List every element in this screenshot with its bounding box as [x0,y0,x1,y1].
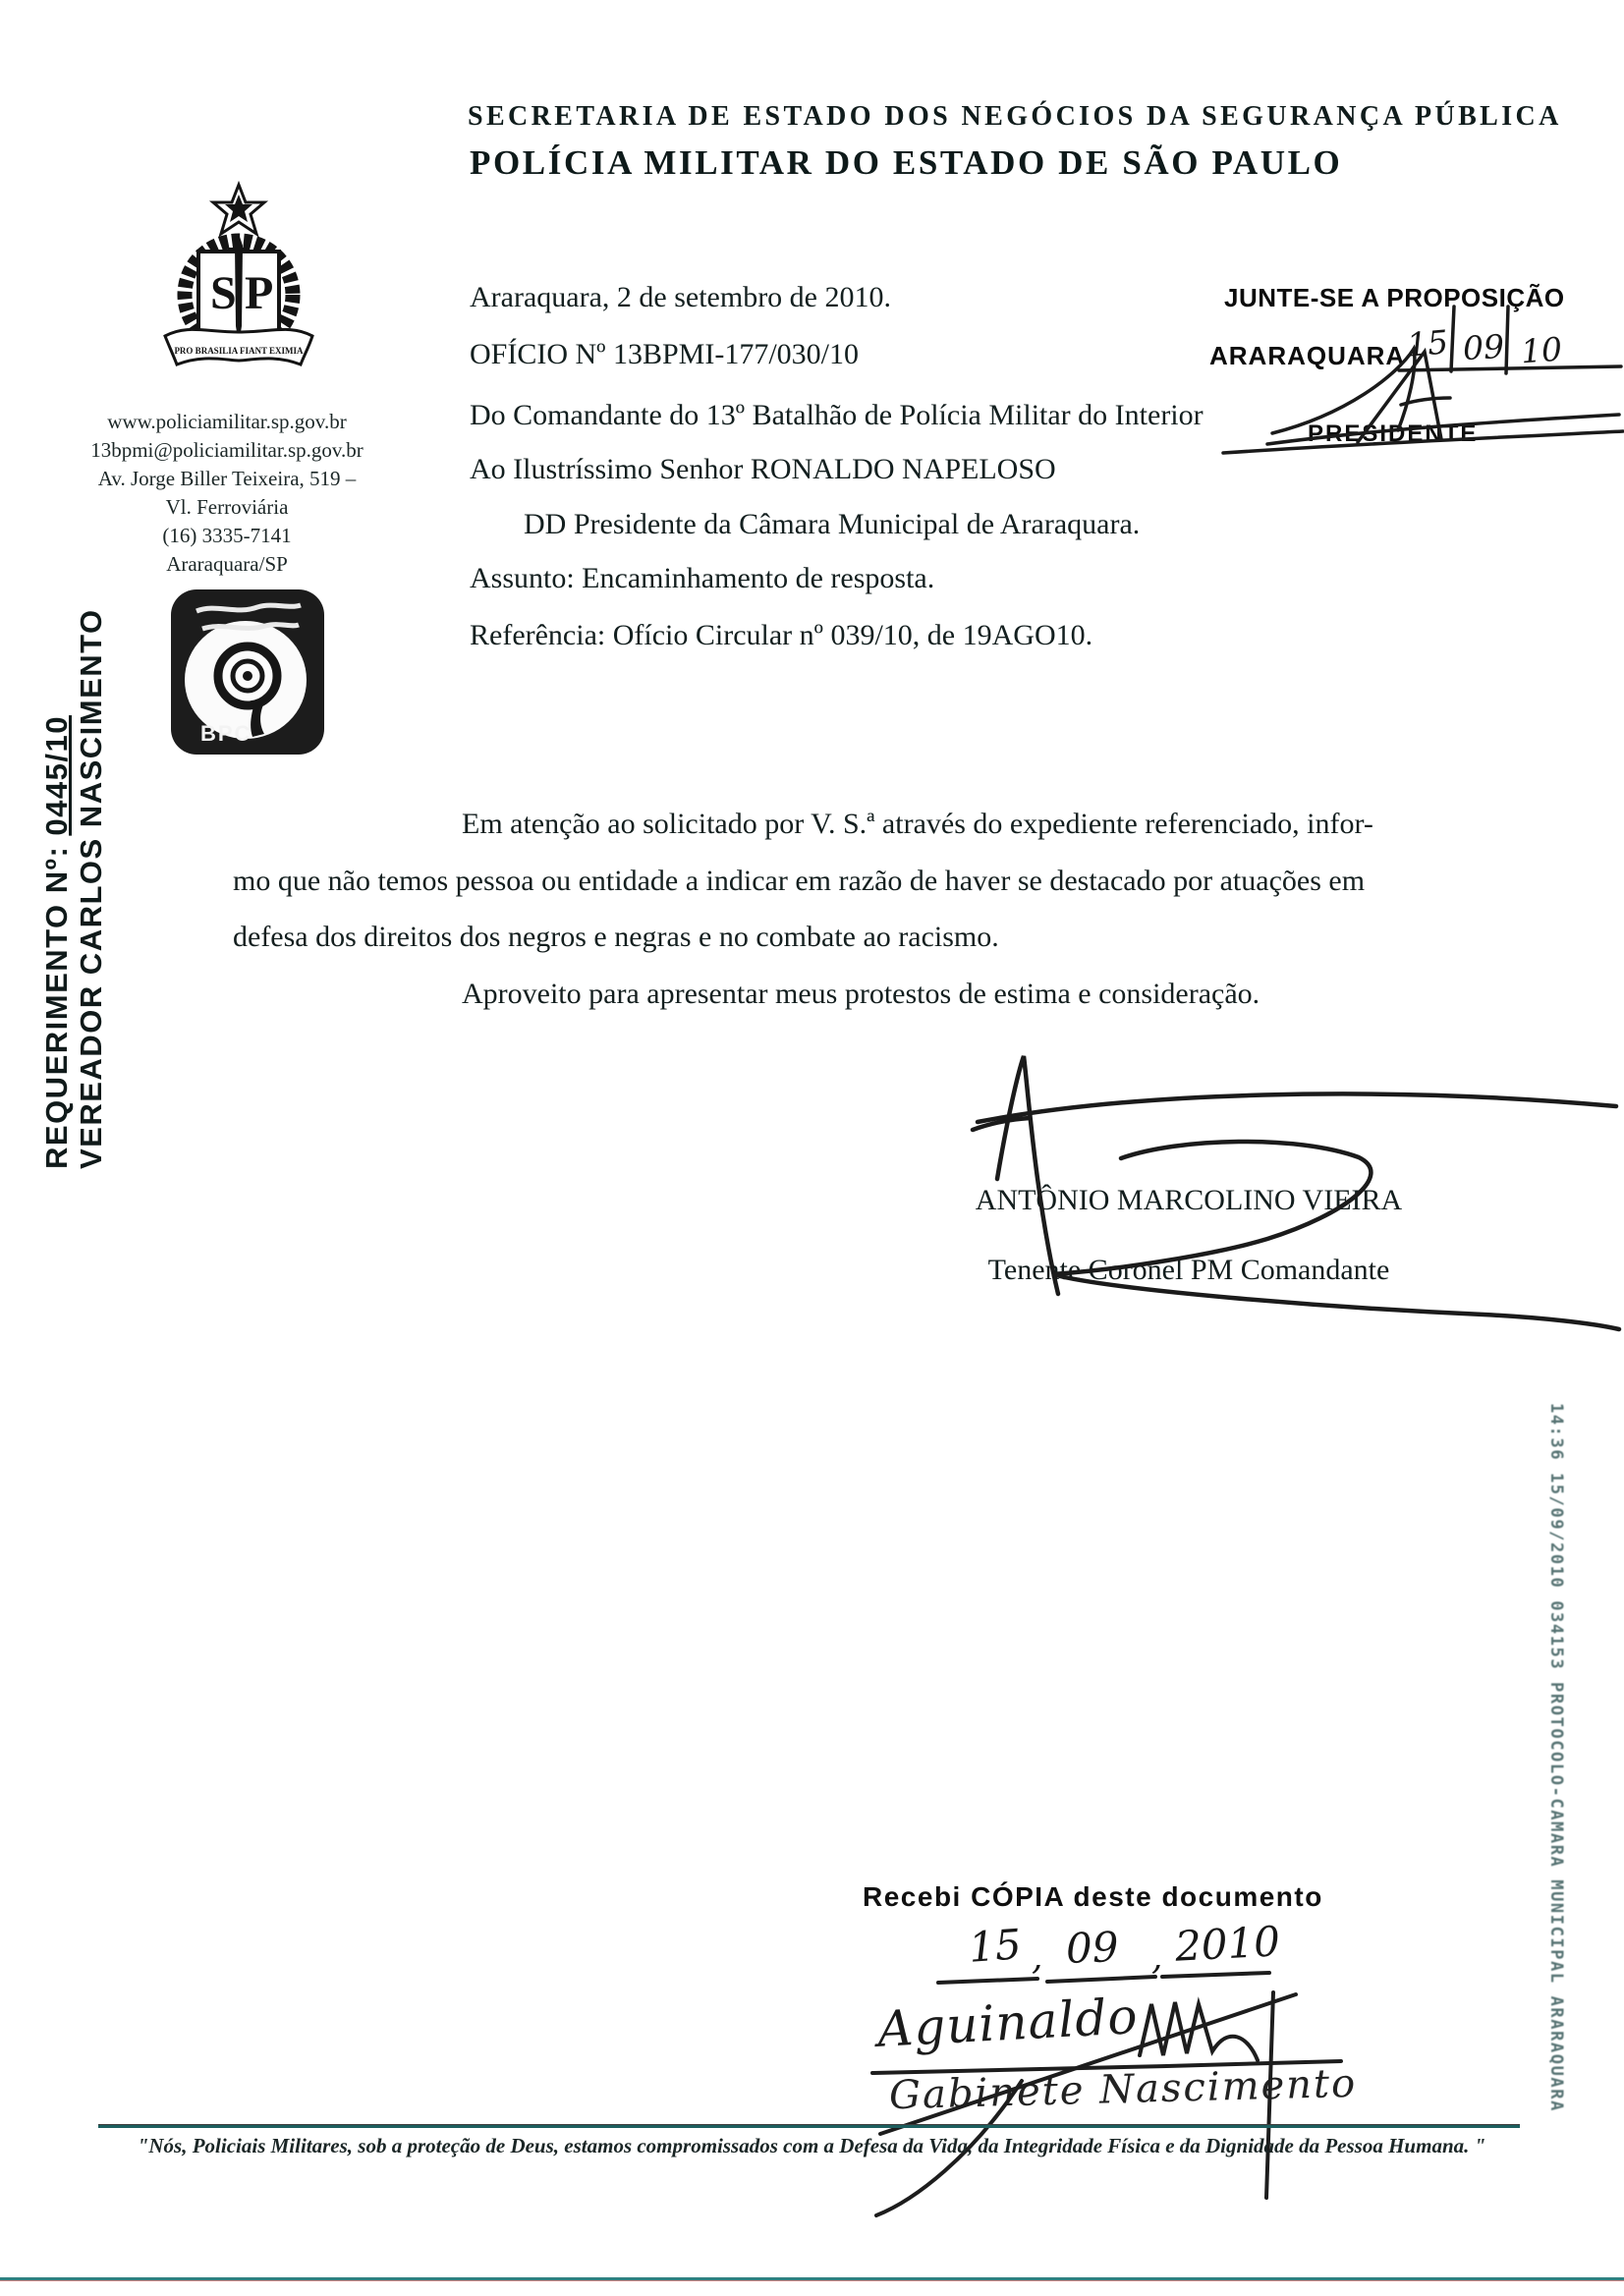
oficio-number: OFÍCIO Nº 13BPMI-177/030/10 [470,338,859,370]
body-line-1: Em atenção ao solicitado por V. S.ª através do expediente referenciado, infor- [462,808,1373,840]
contact-line-address: Av. Jorge Biller Teixeira, 519 – [97,467,357,490]
contact-line-city: Araraquara/SP [166,552,288,576]
svg-text:P: P [245,267,274,319]
signatory-title: Tenente Coronel PM Comandante [987,1254,1390,1286]
recebi-date-comma2: , [1151,1937,1163,1978]
junte-stamp-line1: JUNTE-SE A PROPOSIÇÃO [1224,283,1565,312]
recebi-signature-gabinete: Gabinete Nascimento [888,2060,1358,2119]
svg-text:S: S [210,267,237,319]
junte-stamp-city: ARARAQUARA [1209,341,1406,370]
contact-line-phone: (16) 3335-7141 [162,524,292,547]
body-line-3: defesa dos direitos dos negros e negras e no combate ao racismo. [233,921,999,953]
quality-badge-icon [169,588,326,756]
recebi-date-mm: 09 [1065,1923,1120,1973]
recebi-date-comma1: , [1032,1937,1043,1978]
recebi-date-yyyy: 2010 [1173,1917,1282,1971]
to-line: Ao Ilustríssimo Senhor RONALDO NAPELOSO [470,453,1056,485]
presidente-label: PRESIDENTE [1308,420,1479,447]
svg-text:BPC: BPC [200,721,252,746]
protocol-stamp-vertical: 14:36 15/09/2010 034153 PROTOCOLO-CAMARA MUNICIPAL ARARAQUARA [1546,1403,1566,2112]
contact-line-district: Vl. Ferroviária [165,495,289,519]
letterhead-secretaria: SECRETARIA DE ESTADO DOS NEGÓCIOS DA SEGURANÇA PÚBLICA [468,101,1562,132]
svg-text:PRO BRASILIA FIANT EXIMIA: PRO BRASILIA FIANT EXIMIA [174,346,304,356]
from-line: Do Comandante do 13º Batalhão de Polícia Militar do Interior [470,399,1204,431]
body-line-4: Aproveito para apresentar meus protestos de estima e consideração. [462,977,1260,1010]
junte-stamp-date-yy: 10 [1519,329,1564,371]
footer-quote: "Nós, Policiais Militares, sob a proteção de Deus, estamos compromissados com a Defesa da Vida, da Integridade Física e da Dignidade da Pessoa Humana. " [137,2134,1486,2157]
junte-stamp-date-mm: 09 [1462,326,1505,368]
recebi-scrawl-icon [845,1906,1454,2230]
signatory-name: ANTÔNIO MARCOLINO VIEIRA [975,1184,1403,1216]
sp-crest-icon [145,177,332,378]
body-line-2: mo que não temos pessoa ou entidade a indicar em razão de haver se destacado por atuações em [233,864,1366,897]
scan-edge-line [0,2277,1624,2281]
letter-body [233,808,1526,1034]
recebi-stamp-title: Recebi CÓPIA deste documento [863,1881,1323,1912]
subject-line: Assunto: Encaminhamento de resposta. [470,562,935,594]
requerimento-author-line: VEREADOR CARLOS NASCIMENTO [74,608,108,1169]
requerimento-vertical-label [39,506,108,1169]
letterhead-policia: POLÍCIA MILITAR DO ESTADO DE SÃO PAULO [470,143,1343,182]
contact-line-website: www.policiamilitar.sp.gov.br [107,410,347,433]
contact-line-email: 13bpmi@policiamilitar.sp.gov.br [90,438,364,462]
footer-rule [98,2124,1520,2128]
recebi-signature-aguinaldo: Aguinaldo [875,1988,1140,2058]
reference-line: Referência: Ofício Circular nº 039/10, de 19AGO10. [470,619,1093,651]
to-role-line: DD Presidente da Câmara Municipal de Araraquara. [524,508,1141,540]
junte-stamp-date-dd: 15 [1405,322,1450,364]
commander-signature-icon [933,1032,1624,1346]
recebi-date-dd: 15 [967,1920,1024,1972]
letter-date: Araraquara, 2 de setembro de 2010. [470,281,891,313]
requerimento-number-line: REQUERIMENTO Nº: 0445/10 [39,715,74,1169]
president-signature-icon [1169,295,1624,462]
